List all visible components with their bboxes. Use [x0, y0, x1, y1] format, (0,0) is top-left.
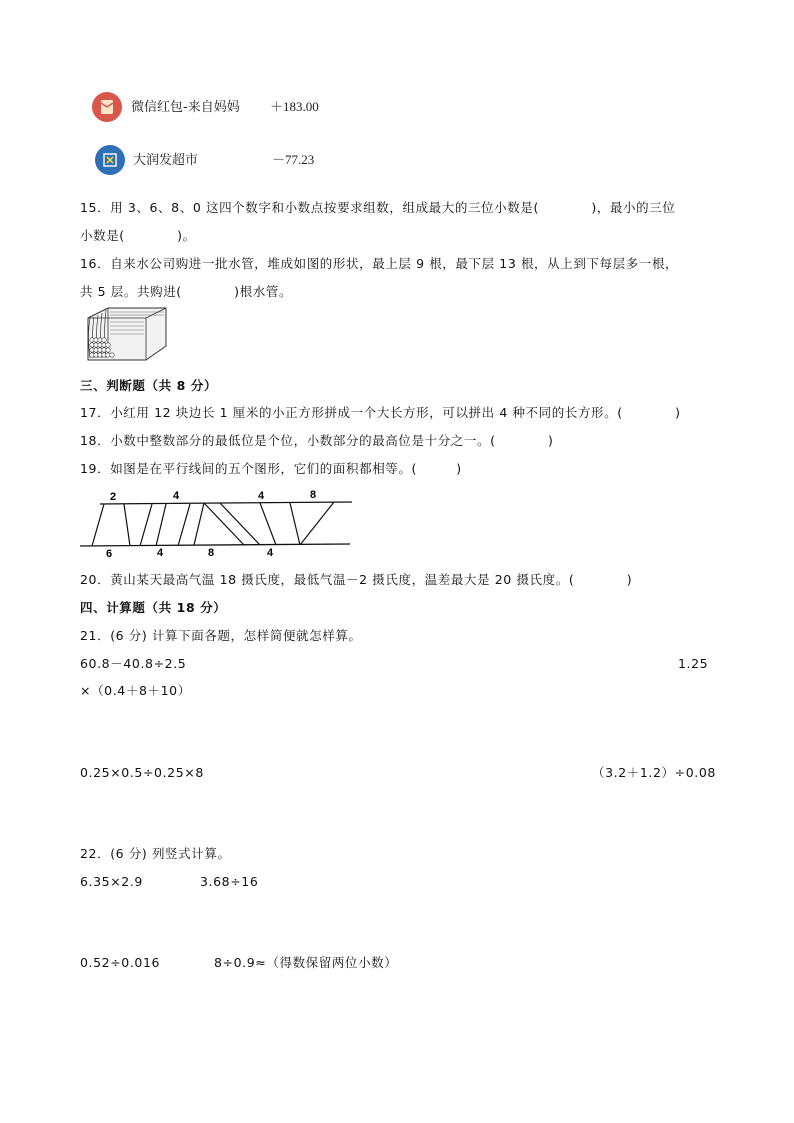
red-envelope-icon: [92, 92, 122, 122]
expression-1: 60.8－40.8÷2.5: [80, 656, 187, 671]
question-21: 21．(6 分) 计算下面各题，怎样简便就怎样算。: [80, 628, 362, 643]
expression-7: 0.52÷0.016: [80, 955, 161, 970]
question-16-line2: 共 5 层。共购进( )根水管。: [80, 284, 293, 299]
expression-2-part1: 1.25: [678, 656, 709, 671]
question-15-line2: 小数是( )。: [80, 228, 196, 243]
question-20: 20．黄山某天最高气温 18 摄氏度，最低气温－2 摄氏度，温差最大是 20 摄氏度。( ): [80, 572, 633, 587]
payment-amount: －77.23: [272, 152, 315, 167]
payment-amount: ＋183.00: [270, 99, 319, 114]
payment-label: 大润发超市: [133, 153, 199, 168]
figure-top-label: 4: [258, 490, 265, 502]
expression-2-part2: ×（0.4＋8＋10）: [80, 683, 191, 698]
figure-bottom-label: 4: [157, 547, 164, 558]
question-15-line1: 15．用 3、6、8、0 这四个数字和小数点按要求组数，组成最大的三位小数是( )，最小的三位: [80, 200, 676, 215]
figure-bottom-label: 6: [106, 548, 113, 558]
expression-3: 0.25×0.5÷0.25×8: [80, 765, 204, 780]
figure-bottom-label: 4: [267, 547, 274, 558]
pipe-stack-image: [80, 306, 170, 370]
expression-8: 8÷0.9≈（得数保留两位小数）: [214, 955, 398, 970]
figure-bottom-label: 8: [208, 547, 215, 558]
payment-label: 微信红包-来自妈妈: [131, 100, 240, 115]
section-3-title: 三、判断题（共 8 分）: [80, 378, 218, 393]
supermarket-icon: [95, 145, 125, 175]
question-16-line1: 16．自来水公司购进一批水管，堆成如图的形状，最上层 9 根，最下层 13 根，从上到下每层多一根，: [80, 256, 679, 271]
expression-4: （3.2＋1.2）÷0.08: [592, 765, 716, 780]
question-17: 17．小红用 12 块边长 1 厘米的小正方形拼成一个大长方形，可以拼出 4 种不同的长方形。( ): [80, 405, 681, 420]
parallel-lines-figure: [80, 486, 360, 562]
expression-5: 6.35×2.9: [80, 874, 143, 889]
figure-top-label: 8: [310, 489, 317, 501]
figure-top-label: 2: [110, 491, 117, 503]
question-18: 18．小数中整数部分的最低位是个位，小数部分的最高位是十分之一。( ): [80, 433, 554, 448]
question-22: 22．(6 分) 列竖式计算。: [80, 846, 231, 861]
figure-top-label: 4: [173, 490, 180, 502]
question-19: 19．如图是在平行线间的五个图形，它们的面积都相等。( ): [80, 461, 462, 476]
section-4-title: 四、计算题（共 18 分）: [80, 600, 227, 615]
expression-6: 3.68÷16: [200, 874, 259, 889]
